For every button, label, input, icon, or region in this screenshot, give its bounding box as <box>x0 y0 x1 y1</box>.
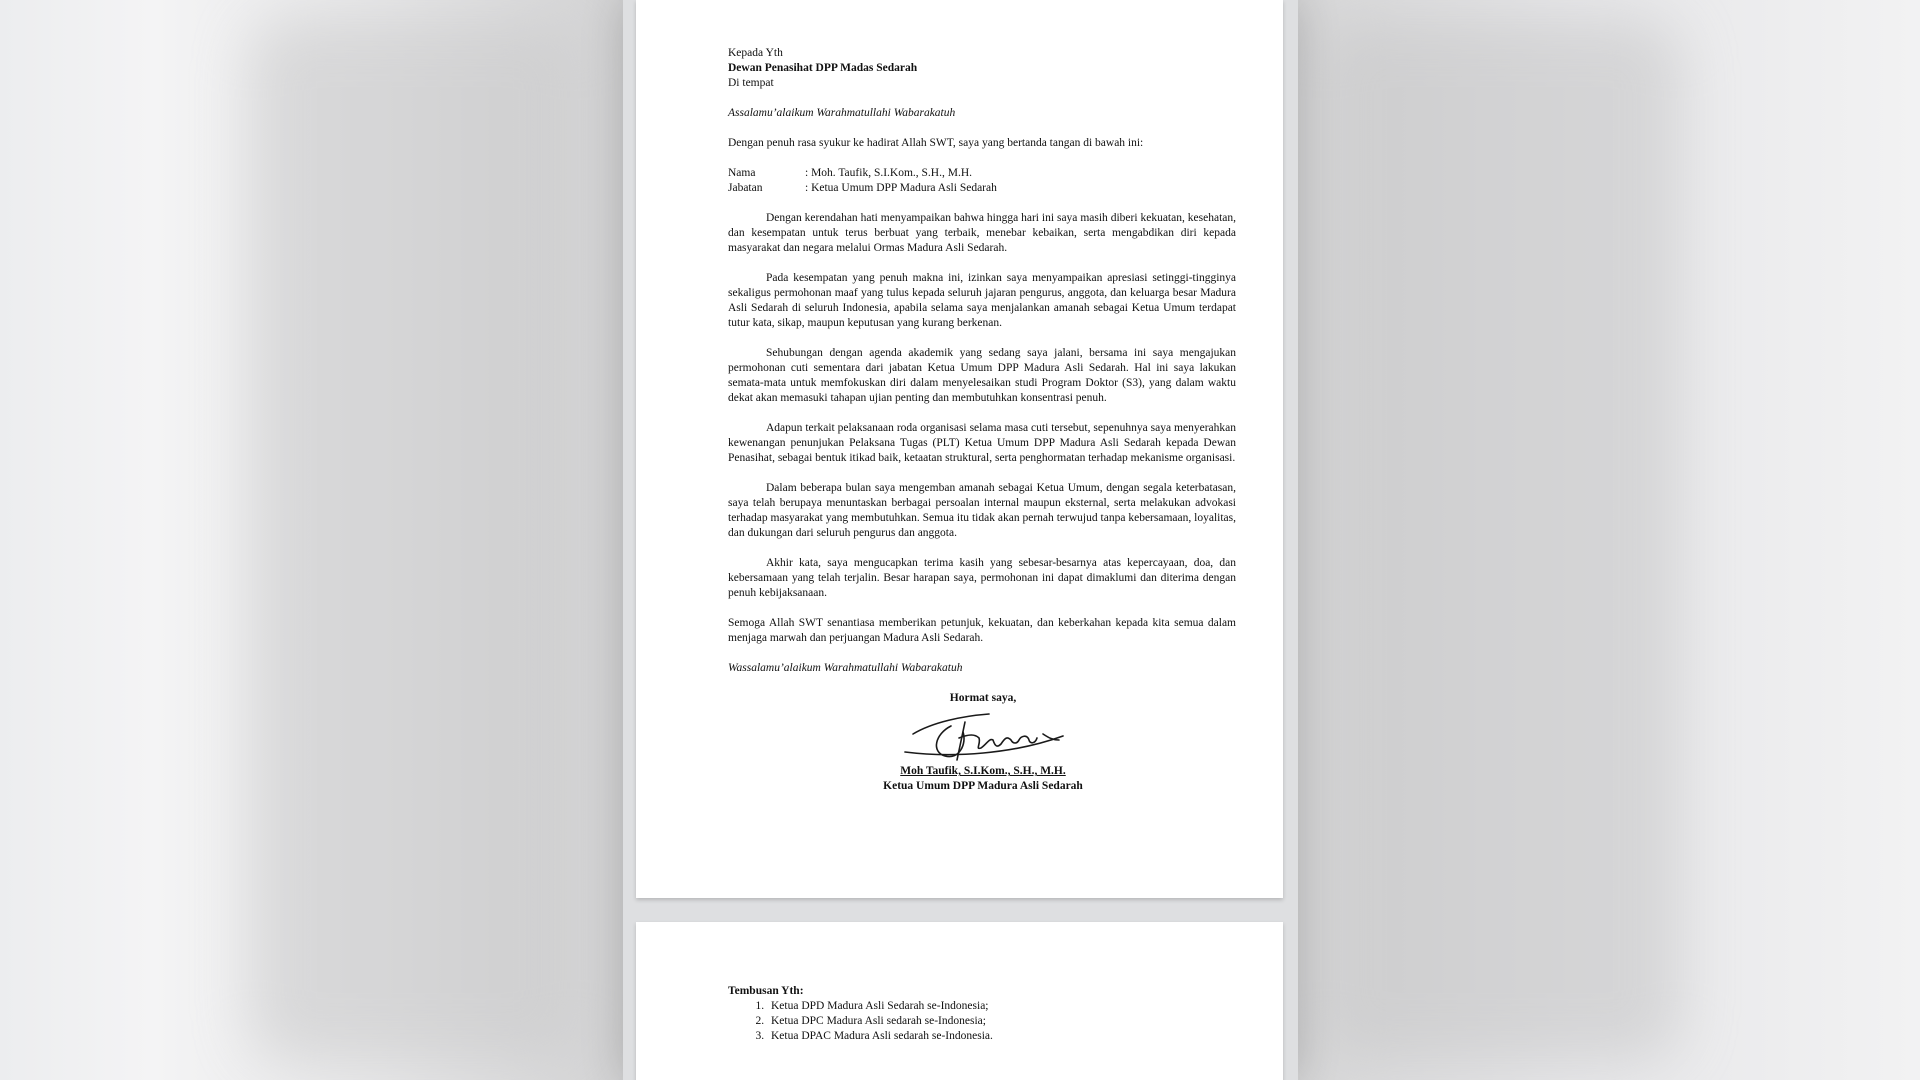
background-blur-left <box>250 20 580 1060</box>
recipient-line-2: Dewan Penasihat DPP Madas Sedarah <box>728 62 918 74</box>
letter-body <box>728 46 1236 794</box>
cc-section <box>728 984 1236 1044</box>
signer-name <box>848 764 1118 779</box>
greeting: Assalamu’alaikum Warahmatullahi Wabarakatuh <box>728 107 956 119</box>
handwritten-signature <box>893 704 1073 768</box>
background-blur-right <box>1320 20 1680 1060</box>
position-label: Jabatan <box>728 182 763 194</box>
body-paragraph: Pada kesempatan yang penuh makna ini, izinkan saya menyampaikan apresiasi setinggi-tingginya sekaligus permohonan maaf yang tulus kepada seluruh jajaran pengurus, anggota, dan keluarga besar Madura Asli Sedarah di seluruh Indonesia, apabila selama saya menjalankan amanah sebagai Ketua Umum terdapat tutur kata, sikap, maupun keputusan yang kurang berkenan. <box>728 272 1236 329</box>
recipient-line-3: Di tempat <box>728 77 774 89</box>
farewell: Wassalamu’alaikum Warahmatullahi Wabarakatuh <box>728 662 963 674</box>
cc-heading: Tembusan Yth: <box>728 985 804 997</box>
document-page-2 <box>636 922 1283 1080</box>
signer-name-text: Moh Taufik, S.I.Kom., S.H., M.H. <box>900 765 1066 777</box>
intro-paragraph: Dengan penuh rasa syukur ke hadirat Allah SWT, saya yang bertanda tangan di bawah ini: <box>728 137 1144 149</box>
body-paragraph: Dalam beberapa bulan saya mengemban amanah sebagai Ketua Umum, dengan segala keterbatasan, saya telah berupaya menuntaskan berbagai persoalan internal maupun eksternal, serta melakukan advokasi terhadap masyarakat yang membutuhkan. Semua itu tidak akan pernah terwujud tanpa kebersamaan, loyalitas, dan dukungan dari seluruh pengurus dan anggota. <box>728 482 1236 539</box>
position-value: : Ketua Umum DPP Madura Asli Sedarah <box>805 182 997 194</box>
name-value: : Moh. Taufik, S.I.Kom., S.H., M.H. <box>805 167 973 179</box>
identity-name-row <box>728 166 1236 181</box>
name-label: Nama <box>728 167 756 179</box>
body-paragraph: Akhir kata, saya mengucapkan terima kasih yang sebesar-besarnya atas kepercayaan, doa, dan kebersamaan yang telah terjalin. Besar harapan saya, permohonan ini dapat dimaklumi dan diterima dengan penuh kebijaksanaan. <box>728 557 1236 599</box>
prayer-paragraph: Semoga Allah SWT senantiasa memberikan petunjuk, kekuatan, dan keberkahan kepada kita semua dalam menjaga marwah dan perjuangan Madura Asli Sedarah. <box>728 617 1236 644</box>
body-paragraph: Dengan kerendahan hati menyampaikan bahwa hingga hari ini saya masih diberi kekuatan, kesehatan, dan kesempatan untuk terus berbuat yang terbaik, menebar kebaikan, serta mengabdikan diri kepada masyarakat dan negara melalui Ormas Madura Asli Sedarah. <box>728 212 1236 254</box>
closing-text: Hormat saya, <box>949 692 1017 704</box>
cc-list <box>728 999 1236 1044</box>
list-item: 3. Ketua DPAC Madura Asli sedarah se-Indonesia. <box>767 1029 1236 1044</box>
identity-position-row <box>728 181 1236 196</box>
body-paragraph: Sehubungan dengan agenda akademik yang sedang saya jalani, bersama ini saya mengajukan permohonan cuti sementara dari jabatan Ketua Umum DPP Madura Asli Sedarah. Hal ini saya lakukan semata-mata untuk memfokuskan diri dalam menyelesaikan studi Program Doktor (S3), yang dalam waktu dekat akan memasuki tahapan ujian penting dan membutuhkan konsentrasi penuh. <box>728 347 1236 404</box>
signature-block <box>848 691 1118 794</box>
list-item: 1. Ketua DPD Madura Asli Sedarah se-Indonesia; <box>767 999 1236 1014</box>
signer-title: Ketua Umum DPP Madura Asli Sedarah <box>883 780 1083 792</box>
document-viewer[interactable] <box>623 0 1298 1080</box>
recipient-line-1: Kepada Yth <box>728 47 783 59</box>
body-paragraph: Adapun terkait pelaksanaan roda organisasi selama masa cuti tersebut, sepenuhnya saya menyerahkan kewenangan penunjukan Pelaksana Tugas (PLT) Ketua Umum DPP Madura Asli Sedarah kepada Dewan Penasihat, sebagai bentuk itikad baik, ketaatan struktural, serta penghormatan terhadap mekanisme organisasi. <box>728 422 1236 464</box>
list-item: 2. Ketua DPC Madura Asli sedarah se-Indonesia; <box>767 1014 1236 1029</box>
document-page-1 <box>636 0 1283 898</box>
